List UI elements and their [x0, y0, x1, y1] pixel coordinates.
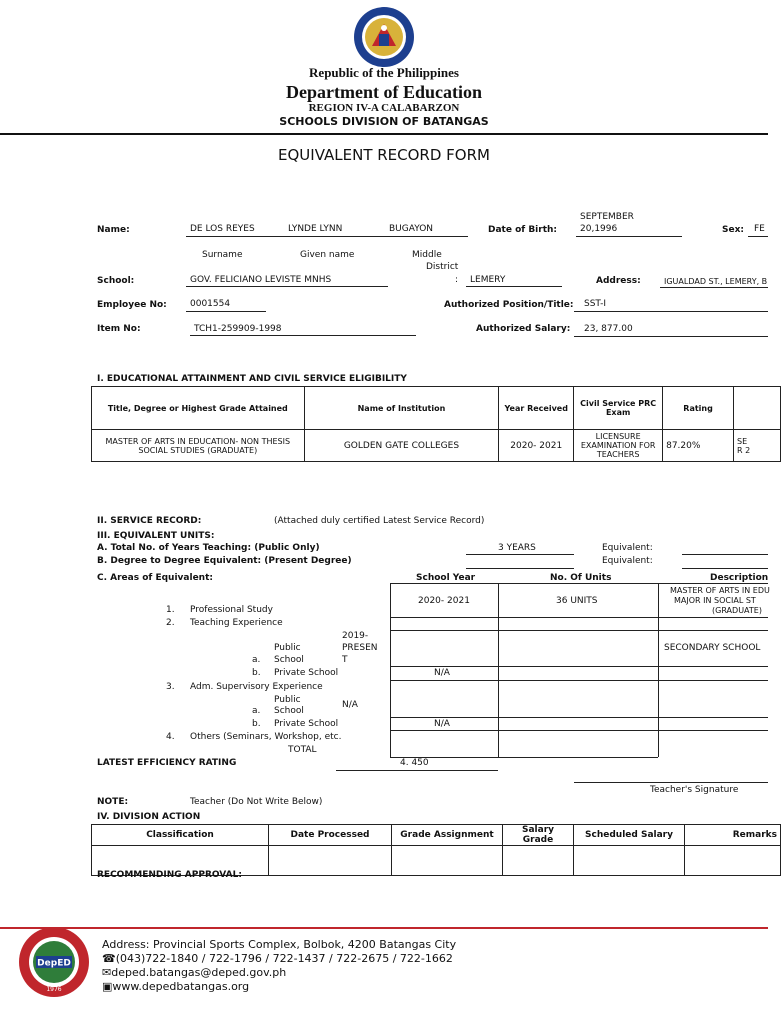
areas-line-h2	[390, 630, 768, 631]
desc-line-2: MAJOR IN SOCIAL ST	[674, 596, 756, 605]
republic-heading: Republic of the Philippines	[309, 65, 459, 80]
header-date-processed: Date Processed	[269, 825, 392, 846]
division-header-row	[92, 825, 781, 846]
areas-line-h4	[390, 680, 768, 681]
item-4-label: Others (Seminars, Workshop, etc.	[190, 732, 342, 742]
footer-website[interactable]: www.depedbatangas.org	[112, 980, 250, 993]
recommending-approval: RECOMMENDING APPROVAL:	[97, 870, 242, 880]
middle-caption: Middle	[412, 250, 442, 260]
header-divider	[0, 133, 768, 135]
grade-assignment-cell	[392, 846, 503, 876]
areas-line-h5	[390, 717, 768, 718]
teach-year-line-3: T	[342, 655, 348, 665]
computer-icon: ▣	[102, 980, 113, 993]
item-2-num: 2.	[166, 618, 175, 628]
given-name-value: LYNDE LYNN	[288, 224, 343, 234]
header-extra	[734, 387, 781, 430]
scheduled-salary-cell	[574, 846, 685, 876]
item-3a: a.	[252, 706, 261, 716]
salary-label: Authorized Salary:	[476, 324, 571, 334]
position-label: Authorized Position/Title:	[444, 300, 574, 310]
school-label-2a: School	[274, 655, 304, 665]
total-label: TOTAL	[288, 745, 317, 755]
school-underline	[186, 286, 388, 287]
footer-website-row	[102, 980, 249, 993]
district-underline	[466, 286, 562, 287]
item-1-num: 1.	[166, 605, 175, 615]
exam-line-3: TEACHERS	[596, 450, 640, 459]
salary-grade-cell	[503, 846, 574, 876]
footer-address: Address: Provincial Sports Complex, Bolbok, 4200 Batangas City	[102, 938, 457, 951]
header-classification: Classification	[92, 825, 269, 846]
dob-underline	[576, 236, 682, 237]
header-year-received: Year Received	[499, 387, 574, 430]
degree-line-1: MASTER OF ARTS IN EDUCATION- NON THESIS	[105, 436, 291, 446]
total-years-value: 3 YEARS	[498, 543, 536, 553]
middle-name-value: BUGAYON	[389, 224, 434, 234]
efficiency-label: LATEST EFFICIENCY RATING	[97, 758, 237, 768]
education-row	[92, 430, 781, 462]
division-action-title: IV. DIVISION ACTION	[97, 812, 201, 822]
areas-line-h0	[390, 583, 768, 584]
exam-line-1: LICENSURE	[595, 432, 641, 441]
school-value: GOV. FELICIANO LEVISTE MNHS	[190, 275, 332, 285]
surname-value: DE LOS REYES	[190, 224, 255, 234]
signature-caption: Teacher's Signature	[650, 785, 739, 795]
equivalent-underline-1	[682, 554, 768, 555]
given-name-caption: Given name	[300, 250, 355, 260]
efficiency-value: 4. 450	[400, 758, 429, 768]
prof-units: 36 UNITS	[556, 596, 598, 606]
year-cell: 2020- 2021	[499, 430, 574, 462]
degree-equivalent-label: B. Degree to Degree Equivalent: (Present Degree)	[97, 556, 352, 566]
extra-line-1: SE	[737, 436, 748, 446]
header-exam: Civil Service PRC Exam	[574, 387, 663, 430]
private-school-na: N/A	[434, 668, 450, 678]
email-icon: ✉	[102, 966, 112, 979]
salary-value: 23, 877.00	[584, 324, 633, 334]
logo-text: DepED	[37, 958, 71, 969]
employee-value: 0001554	[190, 299, 231, 309]
item-3-num: 3.	[166, 682, 175, 692]
equivalent-underline-2	[682, 568, 768, 569]
note-text: Teacher (Do Not Write Below)	[190, 797, 323, 807]
department-heading: Department of Education	[286, 82, 482, 102]
degree-equivalent-underline	[466, 568, 574, 569]
item-3-label: Adm. Supervisory Experience	[190, 682, 323, 692]
division-action-table	[91, 824, 781, 876]
surname-caption: Surname	[202, 250, 243, 260]
district-value: LEMERY	[470, 275, 506, 285]
item-2a: a.	[252, 655, 261, 665]
areas-line-h7	[390, 757, 658, 758]
header-rating: Rating	[663, 387, 734, 430]
col-units: No. Of Units	[550, 573, 612, 583]
address-underline	[660, 287, 768, 288]
footer-phone: (043)722-1840 / 722-1796 / 722-1437 / 722-2675 / 722-1662	[115, 952, 453, 965]
header-grade-assignment: Grade Assignment	[392, 825, 503, 846]
phone-icon: ☎	[102, 952, 116, 965]
areas-line-h6	[390, 730, 768, 731]
equivalent-units-label: III. EQUIVALENT UNITS:	[97, 531, 215, 541]
equivalent-label-1: Equivalent:	[602, 543, 653, 553]
district-colon: :	[455, 275, 459, 285]
service-record-label: II. SERVICE RECORD:	[97, 516, 202, 526]
district-caption: District	[426, 262, 459, 272]
header-salary-grade: Salary Grade	[503, 825, 574, 846]
school-label: School:	[97, 276, 135, 286]
education-header-row	[92, 387, 781, 430]
private-school-label-3: Private School	[274, 719, 339, 729]
item-value: TCH1-259909-1998	[194, 324, 282, 334]
teach-year-line-2: PRESEN	[342, 643, 378, 653]
item-4-num: 4.	[166, 732, 175, 742]
division-heading: SCHOOLS DIVISION OF BATANGAS	[279, 115, 489, 128]
item-1-label: Professional Study	[190, 605, 273, 615]
areas-line-h3	[390, 666, 768, 667]
col-description: Description	[710, 573, 769, 583]
desc-line-1: MASTER OF ARTS IN EDU	[670, 586, 770, 595]
sex-value: FE	[754, 224, 765, 234]
equivalent-label-2: Equivalent:	[602, 556, 653, 566]
desc-line-3: (GRADUATE)	[712, 606, 762, 615]
header-degree: Title, Degree or Highest Grade Attained	[92, 387, 305, 430]
areas-label: C. Areas of Equivalent:	[97, 573, 213, 583]
item-label: Item No:	[97, 324, 141, 334]
name-underline	[186, 236, 468, 237]
signature-line	[574, 782, 768, 783]
salary-underline	[574, 336, 768, 337]
exam-line-2: EXAMINATION FOR	[580, 441, 656, 450]
form-title: EQUIVALENT RECORD FORM	[278, 146, 490, 164]
footer-phone-row	[102, 952, 453, 965]
areas-line-h1	[390, 617, 768, 618]
degree-cell	[92, 430, 305, 462]
footer-email-row	[102, 966, 286, 979]
item-3b: b.	[252, 719, 261, 729]
division-logo-icon	[18, 926, 90, 998]
header-institution: Name of Institution	[304, 387, 499, 430]
dob-label: Date of Birth:	[488, 225, 558, 235]
header-remarks: Remarks	[685, 825, 781, 846]
total-years-underline	[466, 554, 574, 555]
dob-month: SEPTEMBER	[580, 212, 634, 222]
sex-label: Sex:	[722, 225, 744, 235]
education-section-title: I. EDUCATIONAL ATTAINMENT AND CIVIL SERVICE ELIGIBILITY	[97, 374, 407, 384]
region-heading: REGION IV-A CALABARZON	[308, 102, 460, 114]
school-label-3a: School	[274, 706, 304, 716]
prof-school-year: 2020- 2021	[418, 596, 470, 606]
address-value: IGUALDAD ST., LEMERY, B	[664, 277, 768, 286]
extra-line-2: R 2	[737, 445, 751, 455]
position-value: SST-I	[584, 299, 606, 309]
education-table	[91, 386, 781, 462]
item-2-label: Teaching Experience	[190, 618, 283, 628]
sex-underline	[748, 236, 768, 237]
adm-private-na: N/A	[434, 719, 450, 729]
name-label: Name:	[97, 225, 130, 235]
employee-label: Employee No:	[97, 300, 167, 310]
rating-cell: 87.20%	[663, 430, 734, 462]
public-label: Public	[274, 643, 301, 653]
adm-public-na: N/A	[342, 700, 358, 710]
degree-line-2: SOCIAL STUDIES (GRADUATE)	[138, 445, 258, 455]
position-underline	[574, 311, 768, 312]
date-processed-cell	[269, 846, 392, 876]
extra-cell	[734, 430, 781, 462]
exam-cell	[574, 430, 663, 462]
footer-email[interactable]: deped.batangas@deped.gov.ph	[111, 966, 287, 979]
dob-day-year: 20,1996	[580, 224, 618, 234]
item-2b: b.	[252, 668, 261, 678]
note-label: NOTE:	[97, 797, 129, 807]
service-record-note: (Attached duly certified Latest Service Record)	[274, 516, 485, 526]
logo-year: 1976	[46, 986, 62, 993]
col-school-year: School Year	[416, 573, 476, 583]
institution-cell: GOLDEN GATE COLLEGES	[304, 430, 499, 462]
remarks-cell	[685, 846, 781, 876]
employee-underline	[186, 311, 266, 312]
address-label: Address:	[596, 276, 641, 286]
footer-divider	[0, 927, 768, 929]
public-school-desc: SECONDARY SCHOOL	[664, 643, 761, 653]
public-label-3: Public	[274, 695, 301, 705]
header-scheduled-salary: Scheduled Salary	[574, 825, 685, 846]
efficiency-underline	[336, 770, 498, 771]
deped-seal-icon	[346, 6, 422, 68]
teach-year-line-1: 2019-	[342, 631, 369, 641]
item-underline	[190, 335, 416, 336]
private-school-label: Private School	[274, 668, 339, 678]
total-years-label: A. Total No. of Years Teaching: (Public Only)	[97, 543, 320, 553]
